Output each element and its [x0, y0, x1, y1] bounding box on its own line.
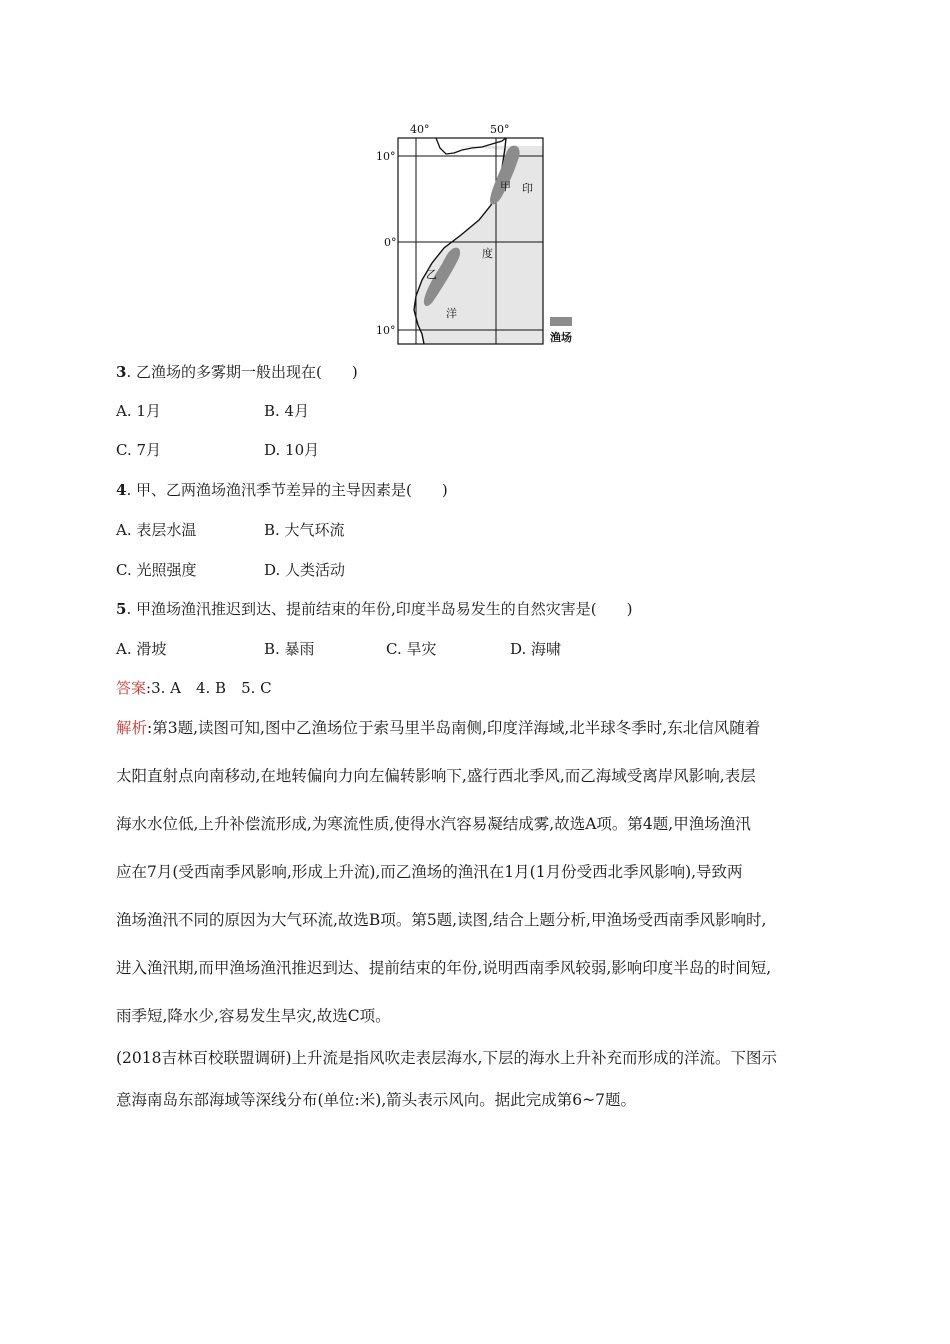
lon-label-50: 50°	[490, 123, 510, 136]
analysis-line-2: 太阳直射点向南移动,在地转偏向力向左偏转影响下,盛行西北季风,而乙海域受离岸风影响,表层	[116, 767, 756, 785]
label-yi: 乙	[426, 268, 437, 281]
analysis-label: 解析	[116, 719, 148, 737]
question-4-text: . 甲、乙两渔场渔汛季节差异的主导因素是( )	[126, 481, 448, 499]
lat-label-0: 0°	[384, 236, 397, 249]
q3-option-d[interactable]: D. 10月	[264, 441, 320, 459]
analysis-line-3: 海水水位低,上升补偿流形成,为寒流性质,使得水汽容易凝结成雾,故选A项。第4题,甲渔场渔汛	[116, 815, 751, 833]
q4-option-b[interactable]: B. 大气环流	[264, 521, 345, 539]
q5-option-d[interactable]: D. 海啸	[510, 640, 562, 658]
q3-option-a[interactable]: A. 1月	[116, 402, 161, 420]
question-4-number: 4	[116, 481, 127, 499]
analysis-line-5: 渔场渔汛不同的原因为大气环流,故选B项。第5题,读图,结合上题分析,甲渔场受西南季风影响时,	[116, 911, 767, 929]
answer-text: :3. A 4. B 5. C	[146, 679, 272, 697]
label-jia: 甲	[500, 180, 511, 193]
lat-label-10s: 10°	[376, 324, 396, 337]
q5-option-a[interactable]: A. 滑坡	[116, 640, 167, 658]
label-yang: 洋	[446, 307, 457, 320]
legend-swatch	[550, 317, 572, 326]
q4-option-d[interactable]: D. 人类活动	[264, 561, 346, 579]
analysis-line-7: 雨季短,降水少,容易发生旱灾,故选C项。	[116, 1007, 391, 1025]
question-3-number: 3	[116, 363, 127, 381]
question-5	[116, 599, 632, 619]
question-5-text: . 甲渔场渔汛推迟到达、提前结束的年份,印度半岛易发生的自然灾害是( )	[126, 600, 633, 618]
sea-area	[414, 146, 543, 344]
legend-label: 渔场	[550, 331, 572, 344]
q5-option-c[interactable]: C. 旱灾	[386, 640, 437, 658]
fishery-map	[366, 120, 580, 348]
question-3-text: . 乙渔场的多雾期一般出现在( )	[126, 363, 358, 381]
lat-label-10n: 10°	[376, 150, 396, 163]
analysis-line-1	[116, 718, 841, 738]
answer-line	[116, 678, 272, 698]
label-yin: 印	[522, 182, 533, 195]
q4-option-c[interactable]: C. 光照强度	[116, 561, 197, 579]
q3-option-b[interactable]: B. 4月	[264, 402, 310, 420]
label-du: 度	[482, 247, 493, 260]
map-svg	[366, 120, 580, 348]
answer-label: 答案	[116, 679, 147, 697]
next-intro-line-1: (2018吉林百校联盟调研)上升流是指风吹走表层海水,下层的海水上升补充而形成的洋流。下图示	[116, 1049, 777, 1067]
question-3	[116, 362, 358, 382]
analysis-line-4: 应在7月(受西南季风影响,形成上升流),而乙渔场的渔汛在1月(1月份受西北季风影响),导致两	[116, 863, 743, 881]
question-5-number: 5	[116, 600, 127, 618]
lon-label-40: 40°	[410, 123, 430, 136]
analysis-line-6: 进入渔汛期,而甲渔场渔汛推迟到达、提前结束的年份,说明西南季风较弱,影响印度半岛的时间短,	[116, 959, 772, 977]
q4-option-a[interactable]: A. 表层水温	[116, 521, 197, 539]
q5-option-b[interactable]: B. 暴雨	[264, 640, 315, 658]
q3-option-c[interactable]: C. 7月	[116, 441, 162, 459]
question-4	[116, 480, 448, 500]
next-intro-line-2: 意海南岛东部海域等深线分布(单位:米),箭头表示风向。据此完成第6~7题。	[116, 1091, 636, 1109]
analysis-text-1: :第3题,读图可知,图中乙渔场位于索马里半岛南侧,印度洋海域,北半球冬季时,东北信风随着	[147, 719, 761, 737]
